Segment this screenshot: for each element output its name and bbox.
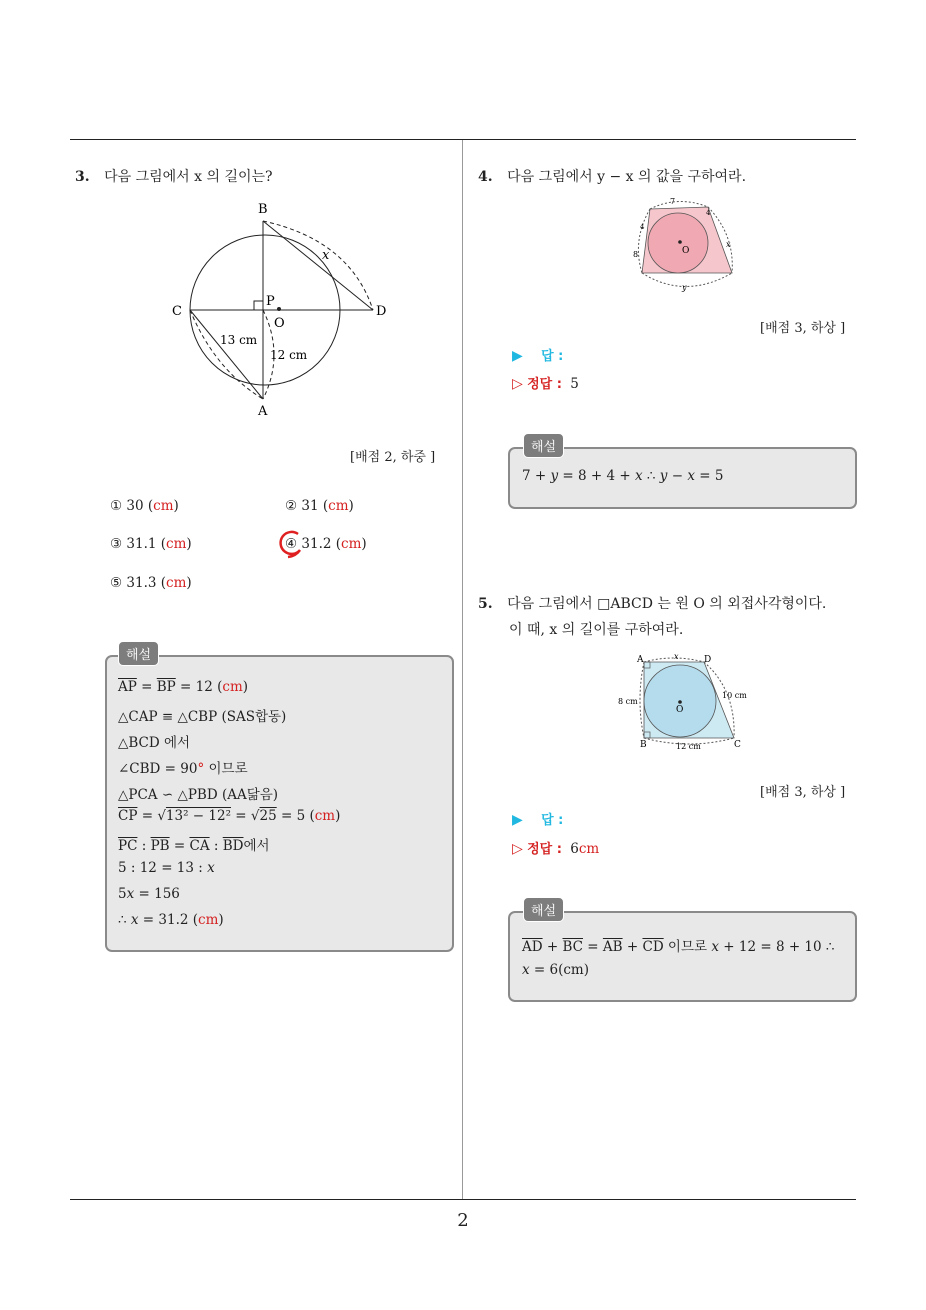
q5-correct-row: ▷ 정답 : 6cm	[512, 841, 600, 857]
q3-choice-3[interactable]: ③ 31.1 (cm)	[110, 536, 192, 552]
q5-label-O: O	[676, 705, 684, 715]
q5-stem	[478, 593, 826, 613]
q3-sol-line-9: 5x = 156	[118, 886, 180, 902]
q4-figure	[630, 195, 740, 295]
column-divider	[462, 140, 463, 1200]
q5-label-x: x	[674, 652, 679, 661]
q4-stem	[478, 166, 746, 186]
q5-answer-row: ▶ 답 :	[512, 812, 564, 828]
q3-sol-line-2: △CAP ≡ △CBP (SAS합동)	[118, 709, 287, 725]
q3-choice-5[interactable]: ⑤ 31.3 (cm)	[110, 575, 192, 591]
q4-label-x: x	[726, 240, 731, 249]
q4-label-y: y	[682, 283, 687, 292]
q5-label-D: D	[704, 655, 712, 665]
q3-label-x: x	[322, 248, 330, 263]
q3-sol-line-1: $\overline{AP} = \overline{BP} = 12$ (cm)	[118, 679, 249, 695]
q3-answer-circle-mark	[276, 528, 306, 560]
q3-sol-line-3: △BCD 에서	[118, 735, 191, 751]
q3-sol-line-7: $\overline{PC}$ : $\overline{PB} = \overline{CA}$ : $\overline{BD}$에서	[118, 838, 270, 854]
q5-correct-value: 6	[570, 841, 579, 857]
q3-figure	[160, 195, 400, 420]
q5-solution-line2: x = 6(cm)	[522, 962, 590, 978]
q3-label-B: B	[258, 202, 268, 217]
q4-text: 다음 그림에서 y − x 의 값을 구하여라.	[507, 169, 747, 185]
q5-number: 5.	[478, 596, 493, 612]
q5-solution-box	[508, 911, 857, 1002]
q3-label-D: D	[376, 304, 387, 319]
q5-label-8cm: 8 cm	[618, 697, 638, 706]
q5-label-B: B	[640, 740, 647, 750]
q5-solution-tag: 해설	[523, 897, 564, 922]
q4-correct-value: 5	[570, 376, 579, 392]
q4-answer-label: 답 :	[541, 349, 564, 364]
q4-number: 4.	[478, 169, 493, 185]
q3-choice-1[interactable]: ① 30 (cm)	[110, 498, 179, 514]
q3-label-A: A	[258, 404, 268, 419]
q3-sol-line-10: ∴ x = 31.2 (cm)	[118, 912, 224, 928]
q5-label-A: A	[637, 655, 644, 665]
q3-label-P: P	[266, 294, 275, 309]
top-rule	[70, 139, 856, 140]
q5-label-12cm: 12 cm	[676, 742, 701, 751]
q3-choice-4[interactable]: ④ 31.2 (cm)	[285, 536, 367, 552]
q4-answer-row: ▶ 답 :	[512, 348, 564, 364]
q4-label-O: O	[682, 246, 690, 256]
q4-label-7: 7	[670, 197, 676, 206]
bottom-rule	[70, 1199, 856, 1200]
q3-label-13cm: 13 cm	[220, 333, 258, 347]
q4-solution-line: 7 + y = 8 + 4 + x ∴ y − x = 5	[522, 468, 724, 484]
q4-correct-row: ▷ 정답 : 5	[512, 376, 579, 392]
q5-label-10cm: 10 cm	[722, 691, 747, 700]
q3-sol-line-6: $\overline{CP} = √13^2 - 12^2 = √25 = 5$ (cm)	[118, 808, 341, 824]
q4-label-4: 4	[706, 209, 711, 217]
q4-solution-tag: 해설	[523, 433, 564, 458]
q3-sol-line-5: △PCA ∽ △PBD (AA닮음)	[118, 787, 279, 803]
q3-text: 다음 그림에서 x 의 길이는?	[104, 169, 273, 185]
q5-answer-label: 답 :	[541, 813, 564, 828]
q5-score: [배점 3, 하상 ]	[760, 785, 846, 800]
page-number: 2	[457, 1210, 469, 1231]
q3-score: [배점 2, 하중 ]	[350, 450, 436, 465]
q4-correct-label: 정답 :	[527, 377, 562, 392]
q3-stem	[75, 166, 273, 186]
q3-sol-line-8: 5 : 12 = 13 : x	[118, 860, 215, 876]
q3-number: 3.	[75, 169, 90, 185]
q5-label-C: C	[734, 740, 741, 750]
q4-label-8: 8	[633, 250, 639, 259]
q4-score: [배점 3, 하상 ]	[760, 321, 846, 336]
q3-solution-box	[105, 655, 454, 952]
q5-text-line1: 다음 그림에서 □ABCD 는 원 O 의 외접사각형이다.	[507, 596, 827, 612]
q3-solution-tag: 해설	[118, 641, 159, 666]
q3-label-C: C	[172, 304, 182, 319]
q5-text-line2: 이 때, x 의 길이를 구하여라.	[509, 622, 684, 638]
q3-sol-line-4: ∠CBD = 90° 이므로	[118, 761, 248, 777]
q3-label-12cm: 12 cm	[270, 348, 308, 362]
q4-label-4b: 4	[640, 223, 645, 231]
q5-correct-label: 정답 :	[527, 842, 562, 857]
q5-solution-line1: $\overline{AD} + \overline{BC} = \overline{AB} + \overline{CD}$ 이므로 x + 12 = 8 + 10 ∴	[522, 939, 835, 955]
q3-choice-2[interactable]: ② 31 (cm)	[285, 498, 354, 514]
q5-figure	[612, 650, 757, 755]
q5-correct-unit: cm	[578, 841, 600, 857]
q3-label-O: O	[274, 316, 285, 331]
